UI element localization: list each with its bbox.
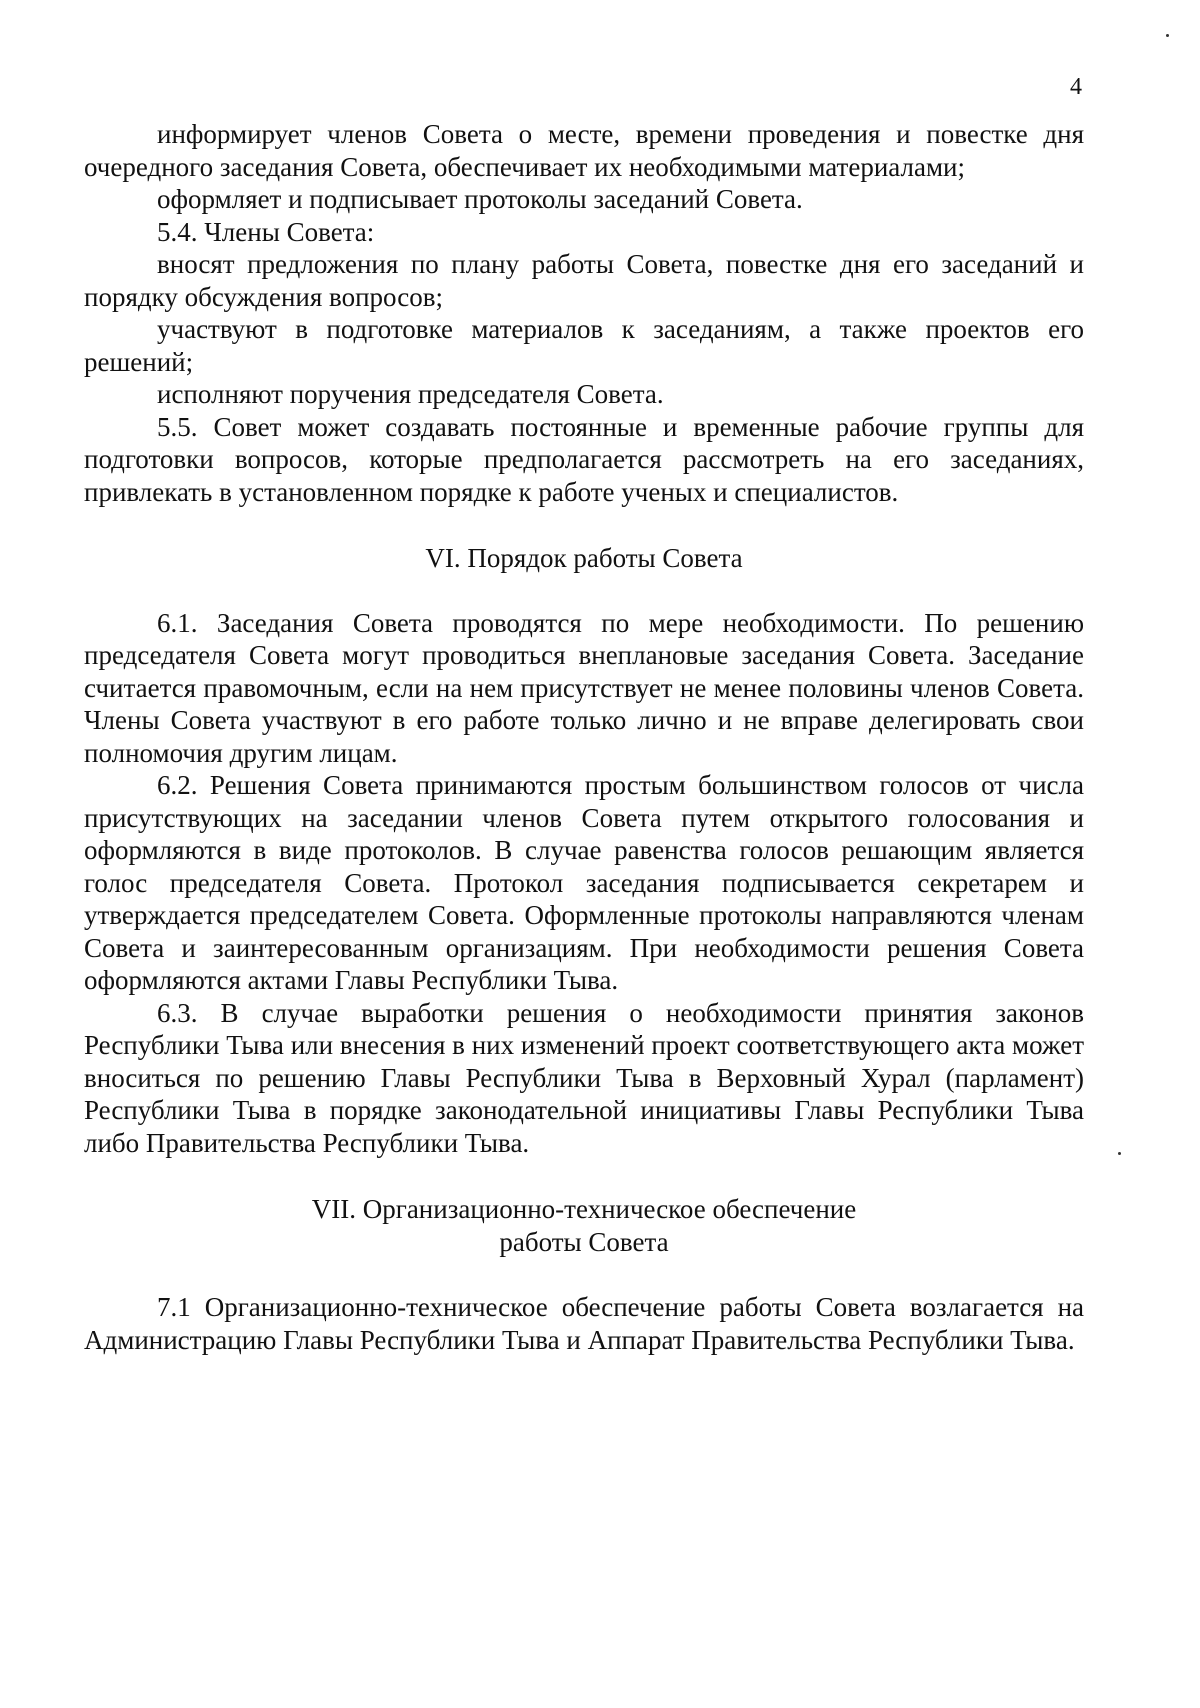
paragraph: 6.3. В случае выработки решения о необходимости принятия законов Республики Тыва или внесения в них изменений проект соответствующего акта может вноситься по решению Главы Республики Тыва в Верховный Хурал (парламент) Республики Тыва в порядке законодательной инициативы Главы Республики Тыва либо Правительства Республики Тыва. xyxy=(84,997,1084,1158)
paragraph: вносят предложения по плану работы Совета, повестке дня его заседаний и порядку обсуждения вопросов; xyxy=(84,249,1084,312)
paragraph: 6.2. Решения Совета принимаются простым большинством голосов от числа присутствующих на заседании членов Совета путем открытого голосования и оформляются в виде протоколов. В случае равенства голосов решающим является голос председателя Совета. Протокол заседания подписывается секретарем и утверждается председателем Совета. Оформленные протоколы направляются членам Совета и заинтересованным организациям. При необходимости решения Совета оформляются актами Главы Республики Тыва. xyxy=(84,770,1084,995)
paragraph: 7.1 Организационно-техническое обеспечение работы Совета возлагается на Администрацию Главы Республики Тыва и Аппарат Правительства Республики Тыва. xyxy=(84,1292,1084,1355)
section-7 xyxy=(84,1291,1084,1356)
paragraph: 6.1. Заседания Совета проводятся по мере необходимости. По решению председателя Совета могут проводиться внеплановые заседания Совета. Заседание считается правомочным, если на нем присутствует не менее половины членов Совета. Члены Совета участвуют в его работе только лично и не вправе делегировать свои полномочия другим лицам. xyxy=(84,607,1084,768)
section-6-heading: VI. Порядок работы Совета xyxy=(425,543,743,573)
scan-speck xyxy=(1118,1152,1121,1155)
page-number: 4 xyxy=(1070,74,1082,100)
section-7-heading-line: работы Совета xyxy=(499,1226,669,1257)
section-6 xyxy=(84,607,1084,1160)
document-body xyxy=(84,118,1084,1356)
section-7-heading xyxy=(84,1193,1084,1258)
paragraph: участвуют в подготовке материалов к заседаниям, а также проектов его решений; xyxy=(84,314,1084,377)
section-7-heading-line: VII. Организационно-техническое обеспечение xyxy=(311,1194,857,1224)
paragraph: 5.5. Совет может создавать постоянные и временные рабочие группы для подготовки вопросов, которые предполагается рассмотреть на его заседаниях, привлекать в установленном порядке к работе ученых и специалистов. xyxy=(84,411,1084,507)
paragraph: оформляет и подписывает протоколы заседаний Совета. xyxy=(157,184,803,214)
paragraph: исполняют поручения председателя Совета. xyxy=(157,379,664,409)
paragraph: информирует членов Совета о месте, времени проведения и повестке дня очередного заседания Совета, обеспечивает их необходимыми материалами; xyxy=(84,119,1084,182)
paragraph: 5.4. Члены Совета: xyxy=(157,216,375,247)
section-5-continued xyxy=(84,118,1084,508)
scan-speck xyxy=(1166,34,1169,37)
